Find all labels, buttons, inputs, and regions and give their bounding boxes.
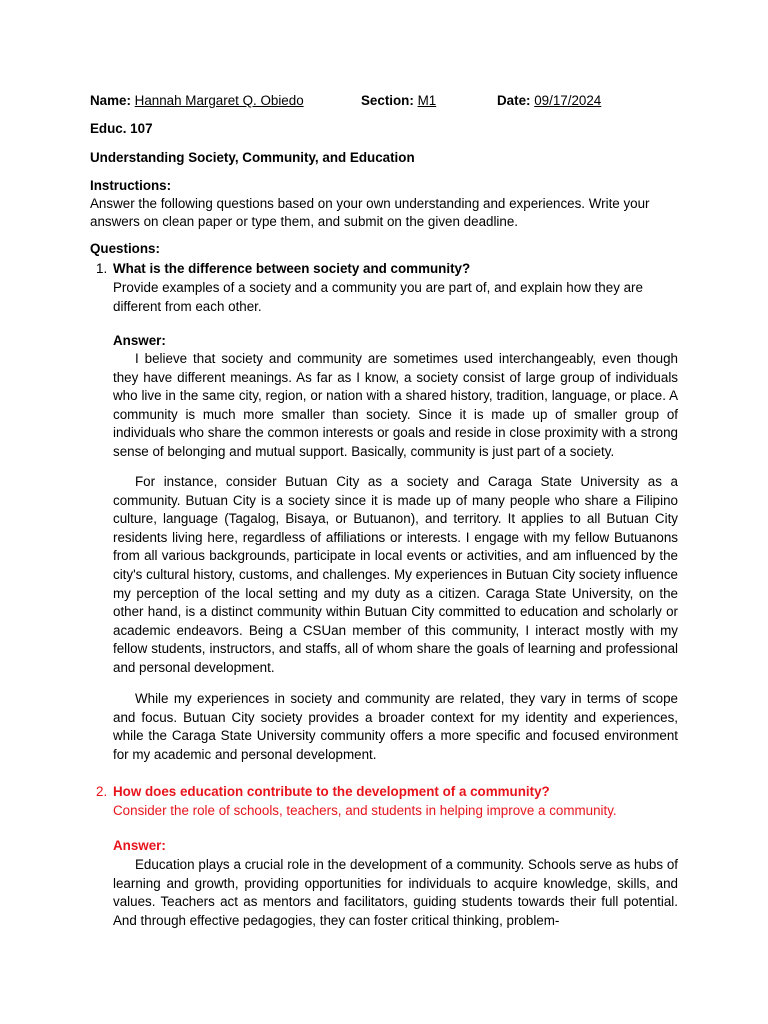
question-prompt: Provide examples of a society and a community you are part of, and explain how they are different from each other.: [113, 280, 643, 314]
answer-1-paragraph-3: While my experiences in society and community are related, they vary in terms of scope and focus. Butuan City society provides a broader context for my identity and experiences, while the Caraga State University community offers a more specific and focused environment for my academic and personal development.: [113, 691, 678, 762]
date-value: 09/17/2024: [534, 93, 602, 108]
answer-label-1: Answer:: [113, 333, 166, 348]
name-label: Name:: [90, 93, 131, 108]
question-text: How does education contribute to the development of a community?: [113, 784, 550, 799]
instructions-label: Instructions:: [90, 178, 172, 193]
question-number: 1.: [96, 261, 108, 276]
name-field: [90, 92, 304, 110]
document-title: Understanding Society, Community, and Education: [90, 150, 415, 165]
answer-2-paragraph-1: Education plays a crucial role in the development of a community. Schools serve as hubs of learning and growth, providing opportunities for individuals to acquire knowledge, skills, and values. Teachers act as mentors and facilitators, guiding students towards their full potential. And through effective pedagogies, they can foster critical thinking, problem-: [113, 857, 678, 928]
header-row: [90, 92, 690, 110]
date-label: Date:: [497, 93, 531, 108]
course-code: Educ. 107: [90, 121, 153, 136]
date-field: [497, 92, 601, 110]
question-2: [90, 782, 678, 820]
section-label: Section:: [361, 93, 414, 108]
answer-label-2: Answer:: [113, 838, 166, 853]
answer-1-paragraph-1: I believe that society and community are sometimes used interchangeably, even though they have different meanings. As far as I know, a society consist of large group of individuals who live in the same city, region, or nation with a shared history, tradition, language, or place. A community is much more smaller than society. Since it is made up of smaller group of individuals who share the common interests or goals and reside in close proximity with a strong sense of belonging and mutual support. Basically, community is just part of a society.: [113, 351, 678, 459]
question-text: What is the difference between society and community?: [113, 261, 471, 276]
instructions-text: Answer the following questions based on your own understanding and experiences. Write your answers on clean paper or type them, and submit on the given deadline.: [90, 196, 650, 229]
question-number: 2.: [96, 784, 108, 799]
question-1: [90, 259, 678, 316]
name-value: Hannah Margaret Q. Obiedo: [134, 93, 304, 108]
answer-1-paragraph-2: For instance, consider Butuan City as a society and Caraga State University as a community. Butuan City is a society since it is made up of many people who share a Filipino culture, language (Tagalog, Bisaya, or Butuanon), and territory. It applies to all Butuan City residents living here, regardless of affiliations or interests. I engage with my fellow Butuanons from all various backgrounds, participate in local events or activities, and am influenced by the city's cultural history, customs, and challenges. My experiences in Butuan City society influence my perception of the local setting and my duty as a citizen. Caraga State University, on the other hand, is a distinct community within Butuan City committed to education and scholarly or academic endeavors. Being a CSUan member of this community, I interact mostly with my fellow students, instructors, and staffs, all of whom share the goals of learning and professional and personal development.: [113, 474, 678, 675]
question-prompt: Consider the role of schools, teachers, and students in helping improve a community.: [113, 803, 617, 818]
section-field: [361, 92, 436, 110]
section-value: M1: [417, 93, 437, 108]
questions-label: Questions:: [90, 241, 160, 256]
